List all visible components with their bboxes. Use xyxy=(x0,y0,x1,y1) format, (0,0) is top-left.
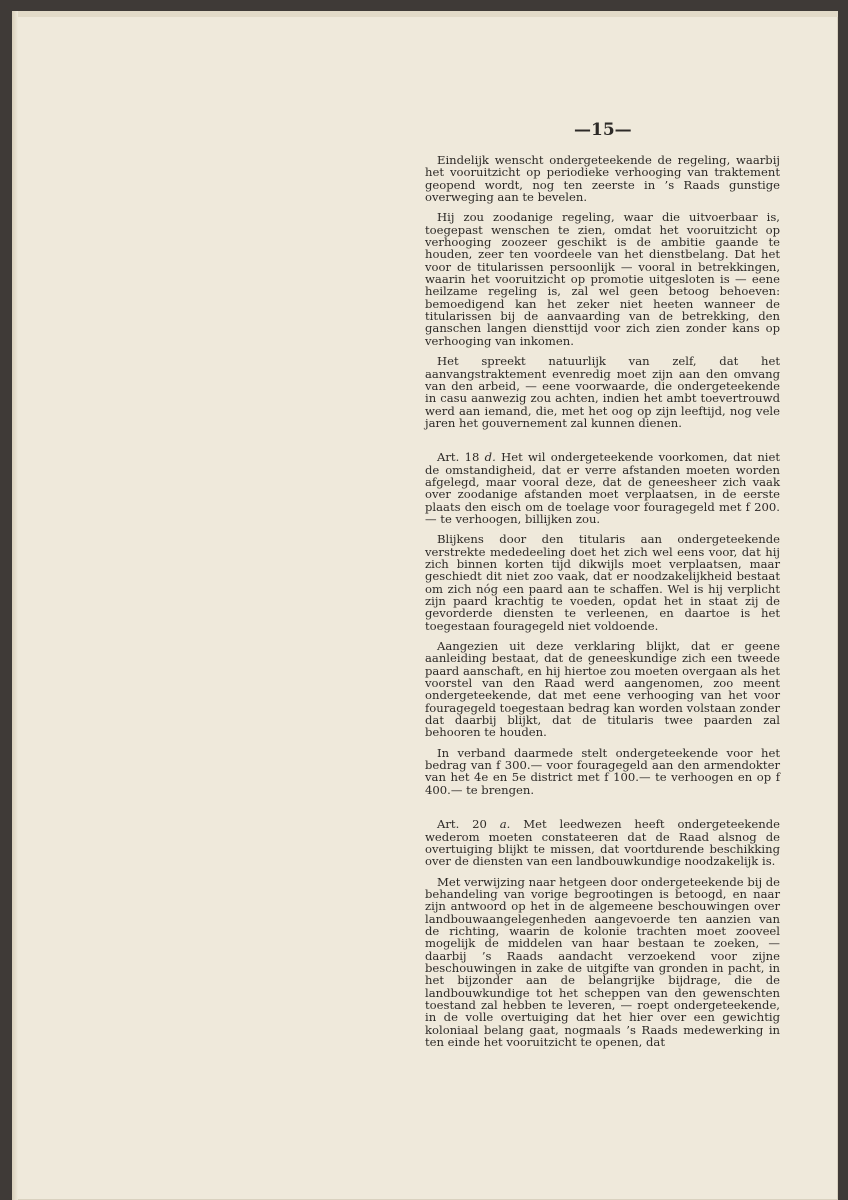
paragraph-5: Blijkens door den titularis aan ondergeteekende verstrekte mededeeling doet het zich wel eens voor, dat hij zich binnen korten tijd dikwijls moet verplaatsen, maar geschiedt dit niet zoo vaak, dat er noodzakelijkheid bestaat om zich nóg een paard aan te schaffen. Wel is hij verplicht zijn paard krachtig te voeden, opdat het in staat zij de gevorderde diensten te verleenen, en daartoe is het toegestaan fouragegeld niet voldoende. xyxy=(425,532,780,633)
paragraph-art-18d xyxy=(425,451,780,525)
document-page xyxy=(12,11,838,1200)
article-text: Met leedwezen heeft ondergeteekende wederom moeten constateeren dat de Raad alsnog de overtuiging blijkt te missen, dat voortdurende beschikking over de diensten van een landbouwkundige noodzakelijk is. xyxy=(425,817,781,869)
text-column xyxy=(425,154,780,1048)
paragraph-3: Het spreekt natuurlijk van zelf, dat het aanvangstraktement evenredig moet zijn aan den omvang van den arbeid, — eene voorwaarde, die ondergeteekende in casu aanwezig zou achten, indien het ambt toevertrouwd werd aan iemand, die, met het oog op zijn leeftijd, nog vele jaren het gouvernement zal kunnen dienen. xyxy=(425,354,780,430)
page-binding-edge xyxy=(12,11,18,1200)
article-letter: a. xyxy=(499,817,511,832)
paragraph-1: Eindelijk wenscht ondergeteekende de regeling, waarbij het vooruitzicht op periodieke verhooging van traktement geopend wordt, nog ten zeerste in ’s Raads gunstige overweging aan te bevelen. xyxy=(425,153,780,205)
page-top-edge xyxy=(12,11,838,17)
paragraph-7: In verband daarmede stelt ondergeteekende voor het bedrag van f 300.— voor fouragegeld aan den armendokter van het 4e en 5e district met f 100.— te verhoogen en op f 400.— te brengen. xyxy=(425,745,780,797)
paragraph-6: Aangezien uit deze verklaring blijkt, dat er geene aanleiding bestaat, dat de geneeskundige zich een tweede paard aanschaft, en hij hiertoe zou moeten overgaan als het voorstel van den Raad werd aangenomen, zoo meent ondergeteekende, dat met eene verhooging van het voor fouragegeld toegestaan bedrag kan worden volstaan zonder dat daarbij blijkt, dat de titularis twee paarden zal behooren te houden. xyxy=(425,639,780,740)
article-letter: d. xyxy=(484,450,496,465)
article-label: Art. 18 xyxy=(437,450,480,465)
paragraph-9: Met verwijzing naar hetgeen door ondergeteekende bij de behandeling van vorige begrootingen is betoogd, en naar zijn antwoord op het in de algemeene beschouwingen over landbouwaangelegenheden aangevoerde ten aanzien van de richting, waarin de kolonie trachten moet zooveel mogelijk de middelen van haar bestaan te zoeken, — daarbij ’s Raads aandacht verzoekend voor zijne beschouwingen in zake de uitgifte van gronden in pacht, in het bijzonder aan de belangrijke bijdrage, die de landbouwkundige tot het scheppen van den gewenschten toestand zal hebben te leveren, — roept ondergeteekende, in de volle overtuiging dat het hier over een gewichtig koloniaal belang gaat, nogmaals ’s Raads medewerking in ten einde het vooruitzicht te openen, dat xyxy=(425,874,781,1049)
article-text: Het wil ondergeteekende voorkomen, dat niet de omstandigheid, dat er verre afstanden moeten worden afgelegd, maar vooral deze, dat de geneesheer zich vaak over zoodanige afstanden moet verplaatsen, in de eerste plaats den eisch om de toelage voor fouragegeld met f 200.— te verhoogen, billijken zou. xyxy=(425,450,781,526)
paragraph-2: Hij zou zoodanige regeling, waar die uitvoerbaar is, toegepast wenschen te zien, omdat het vooruitzicht op verhooging zoozeer geschikt is de ambitie gaande te houden, zeer ten voordeele van het dienstbelang. Dat het voor de titularissen persoonlijk — vooral in betrekkingen, waarin het vooruitzicht op promotie uitgesloten is — eene heilzame regeling is, zal wel geen betoog behoeven: bemoedigend kan het zeker niet heeten wanneer de titularissen bij de aanvaarding van de betrekking, den ganschen langen diensttijd voor zich zien zonder kans op verhooging van inkomen. xyxy=(425,210,780,348)
page-number: —15— xyxy=(574,120,632,140)
article-label: Art. 20 xyxy=(437,817,487,832)
paragraph-art-20a xyxy=(425,818,780,867)
